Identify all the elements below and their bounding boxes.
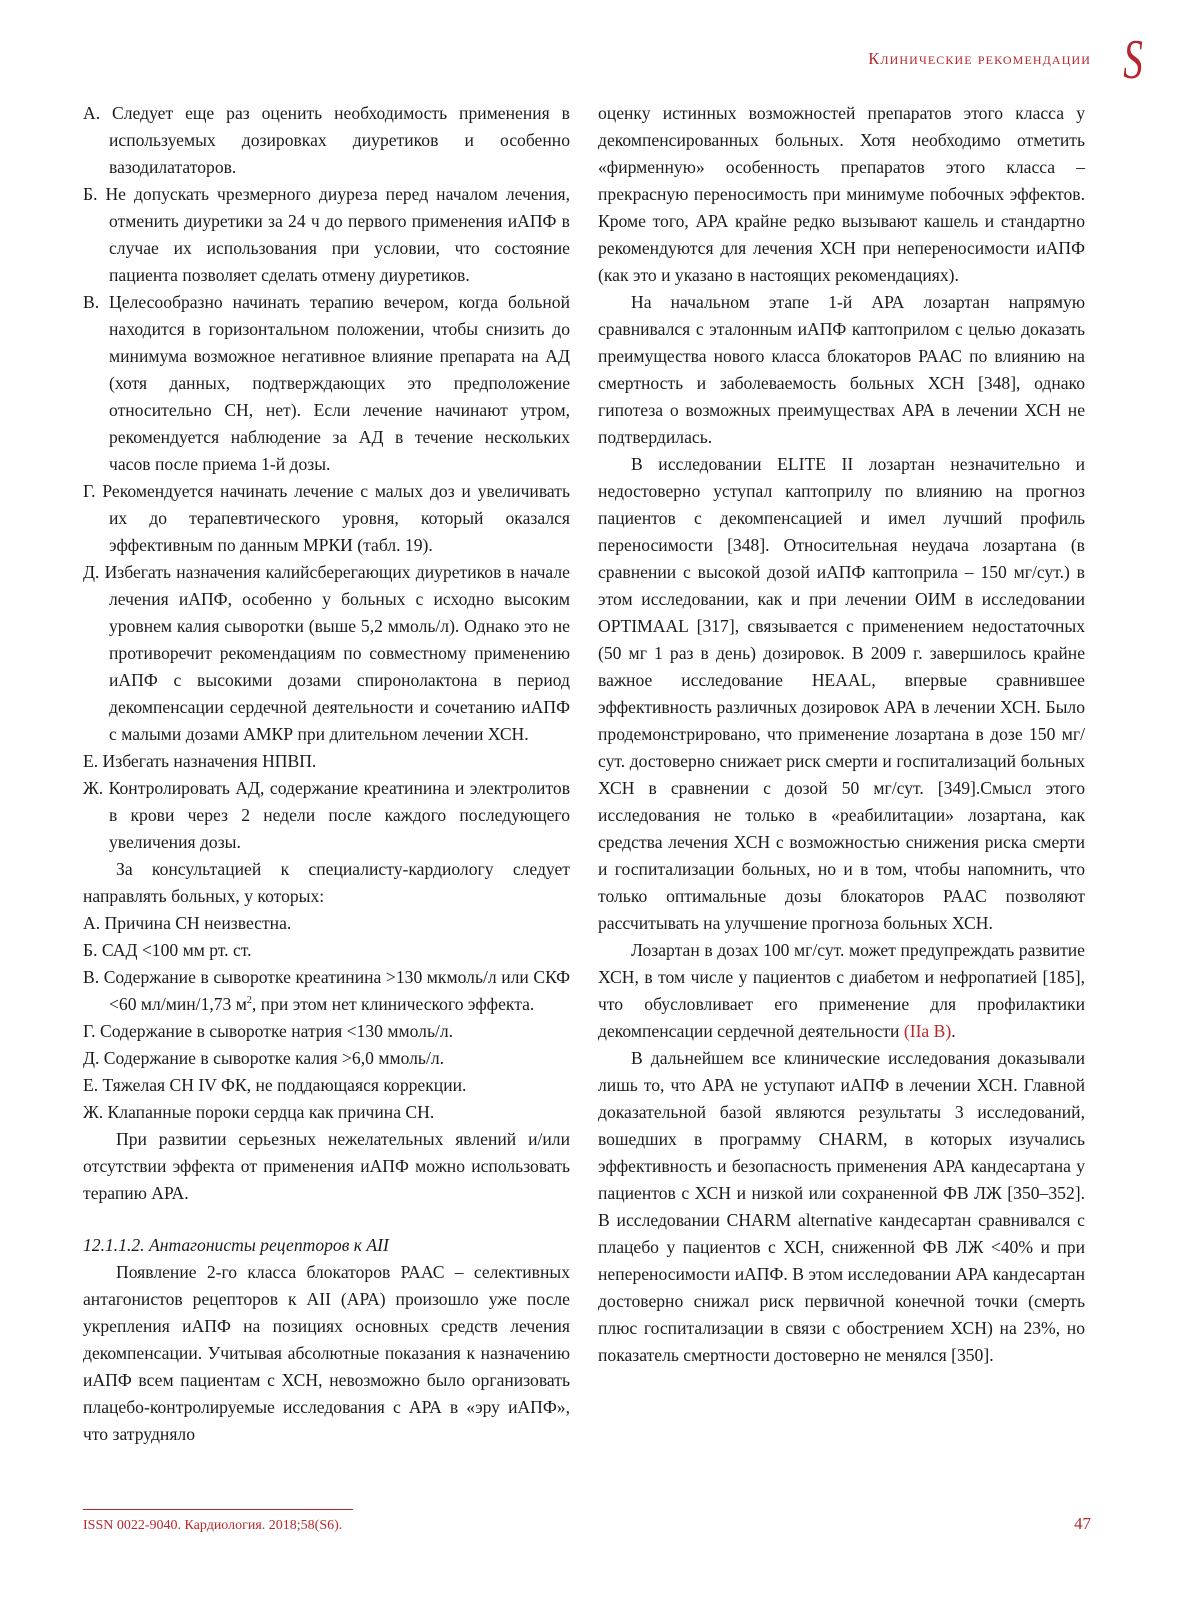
body-paragraph: При развитии серьезных нежелательных явлений и/или отсутствии эффекта от применения иАПФ можно использовать терапию АРА. [83,1129,570,1203]
section-heading: 12.1.1.2. Антагонисты рецепторов к AII [83,1235,389,1255]
running-header-title: Клинические рекомендации [868,49,1091,68]
list-item: Е. Избегать назначения НПВП. [83,751,317,771]
body-paragraph: Появление 2-го класса блокаторов РААС – селективных антагонистов рецепторов к AII (АРА) произошло уже после укрепления иАПФ на позициях основных средств лечения декомпенсации. Учитывая абсолютные показания к назначению иАПФ всем пациентам с ХСН, невозможно было организовать плацебо-контролируемые исследования с АРА в «эру иАПФ», что затрудняло [83,1262,570,1444]
body-paragraph [598,937,1085,1045]
list-item: Ж. Клапанные пороки сердца как причина СН. [83,1102,435,1122]
list-item: Г. Рекомендуется начинать лечение с малых доз и увеличивать их до терапевтического уровня, который оказался эффективным по данным МРКИ (табл. 19). [83,481,570,555]
journal-logo-icon: S [1123,29,1143,91]
paragraph-end: . [951,1021,956,1041]
page-number: 47 [1074,1514,1091,1533]
right-column [598,100,1085,1369]
left-column [83,100,570,1448]
body-paragraph: оценку истинных возможностей препаратов этого класса у декомпенсированных больных. Хотя необходимо отметить «фирменную» особенность препаратов этого класса – прекрасную переносимость при минимуме побочных эффектов. Кроме того, АРА крайне редко вызывают кашель и стандартно рекомендуются для лечения ХСН при непереносимости иАПФ (как это и указано в настоящих рекомендациях). [598,103,1085,285]
list-item: Д. Избегать назначения калийсберегающих диуретиков в начале лечения иАПФ, особенно у больных с исходно высоким уровнем калия сыворотки (выше 5,2 ммоль/л). Однако это не противоречит рекомендациям по совместному применению иАПФ с высокими дозами спиронолактона в период декомпенсации сердечной деятельности и сочетанию иАПФ с малыми дозами АМКР при длительном лечении ХСН. [83,562,570,744]
body-paragraph: На начальном этапе 1-й АРА лозартан напрямую сравнивался с эталонным иАПФ каптоприлом с целью доказать преимущества нового класса блокаторов РААС по влиянию на смертность и заболеваемость больных ХСН [348], однако гипотеза о возможных преимуществах АРА в лечении ХСН не подтвердилась. [598,292,1085,447]
list-item: А. Причина СН неизвестна. [83,913,292,933]
list-item: В. Целесообразно начинать терапию вечером, когда больной находится в горизонтальном положении, чтобы снизить до минимума возможное негативное влияние препарата на АД (хотя данных, подтверждающих это предположение относительно СН, нет). Если лечение начинают утром, рекомендуется наблюдение за АД в течение нескольких часов после приема 1-й дозы. [83,292,570,474]
list-item: Ж. Контролировать АД, содержание креатинина и электролитов в крови через 2 недели после каждого последующего увеличения дозы. [83,778,570,852]
list-item [83,964,570,1018]
list-item: Д. Содержание в сыворотке калия >6,0 ммоль/л. [83,1048,445,1068]
paragraph-text: Лозартан в дозах 100 мг/сут. может предупреждать развитие ХСН, в том числе у пациентов с диабетом и нефропатией [185], что обусловливает его применение для профилактики декомпенсации сердечной деятельности [598,940,1085,1041]
footer-citation: ISSN 0022-9040. Кардиология. 2018;58(S6). [83,1518,343,1533]
body-paragraph: В исследовании ELITE II лозартан незначительно и недостоверно уступал каптоприлу по влиянию на прогноз пациентов с декомпенсацией и имел лучший профиль переносимости [348]. Относительная неудача лозартана (в сравнении с высокой дозой иАПФ каптоприла – 150 мг/сут.) в этом исследовании, как и при лечении ОИМ в исследовании OPTIMAAL [317], связывается с применением недостаточных (50 мг 1 раз в день) дозировок. В 2009 г. завершилось крайне важное исследование HEAAL, впервые сравнившее эффективность различных дозировок АРА в лечении ХСН. Было продемонстрировано, что применение лозартана в дозе 150 мг/сут. достоверно снижает риск смерти и госпитализаций больных ХСН в сравнении с дозой 50 мг/сут. [349].Смысл этого исследования не только в «реабилитации» лозартана, как средства лечения ХСН с возможностью снижения риска смерти и госпитализации больных, но и в том, чтобы напомнить, что только оптимальные дозы блокаторов РААС позволяют рассчитывать на улучшение прогноза больных ХСН. [598,454,1085,933]
evidence-grade: (IIa B) [903,1021,952,1041]
body-paragraph: В дальнейшем все клинические исследования доказывали лишь то, что АРА не уступают иАПФ в лечении ХСН. Главной доказательной базой являются результаты 3 исследований, вошедших в программу CHARM, в которых изучались эффективность и безопасность применения АРА кандесартана у пациентов с ХСН и низкой или сохраненной ФВ ЛЖ [350–352]. В исследовании CHARM alternative кандесартан сравнивался с плацебо у пациентов с ХСН, сниженной ФВ ЛЖ <40% и при непереносимости иАПФ. В этом исследовании АРА кандесартан достоверно снижал риск первичной конечной точки (смерть плюс госпитализации в связи с обострением ХСН) на 23%, но показатель смертности достоверно не менялся [350]. [598,1048,1085,1365]
superscript: 2 [246,995,252,1007]
list-item: Е. Тяжелая СН IV ФК, не поддающаяся коррекции. [83,1075,467,1095]
list-item: Б. САД <100 мм рт. ст. [83,940,252,960]
list-item-text: , при этом нет клинического эффекта. [251,994,535,1014]
list-item: Г. Содержание в сыворотке натрия <130 ммоль/л. [83,1021,454,1041]
list-item: Б. Не допускать чрезмерного диуреза перед началом лечения, отменить диуретики за 24 ч до первого применения иАПФ в случае их использования при условии, что состояние пациента позволяет сделать отмену диуретиков. [83,184,570,285]
referral-intro: За консультацией к специалисту-кардиологу следует направлять больных, у которых: [83,859,570,906]
list-item: А. Следует еще раз оценить необходимость применения в используемых дозировках диуретиков и особенно вазодилататоров. [83,103,570,177]
list-item-text: В. Содержание в сыворотке креатинина >130 мкмоль/л или СКФ <60 мл/мин/1,73 м [83,967,570,1014]
footer-divider [83,1509,353,1510]
